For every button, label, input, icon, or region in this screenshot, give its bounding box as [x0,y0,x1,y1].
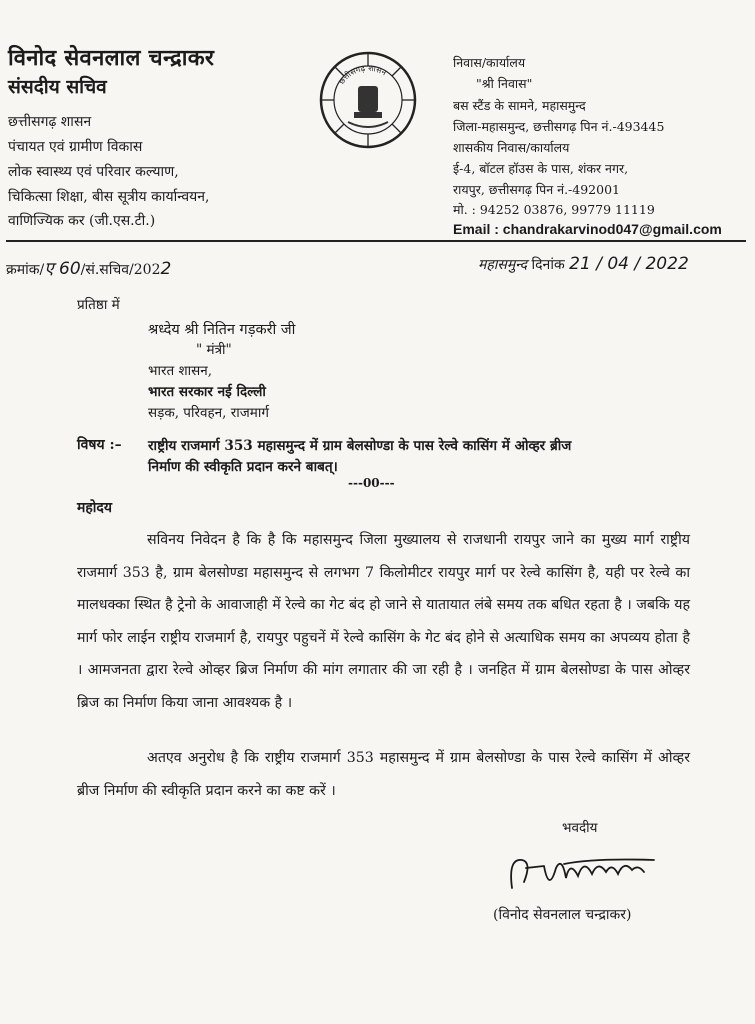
recipient-salutation: प्रतिष्ठा में [77,297,120,313]
date-handwritten: 21 / 04 / 2022 [569,254,689,274]
recipient-line: " मंत्री" [196,342,232,358]
address-line: बस स्टैंड के सामने, महासमुन्द [453,98,586,113]
address-line: "श्री निवास" [476,76,533,91]
sender-name: विनोद सेवनलाल चन्द्राकर [8,45,215,71]
department-line: छत्तीसगढ़ शासन [8,114,92,130]
sender-title: संसदीय सचिव [8,76,107,98]
valediction: भवदीय [562,820,598,836]
department-line: वाणिज्यिक कर (जी.एस.टी.) [8,213,156,229]
header-divider [6,240,746,242]
ref-suffix: /सं.सचिव/202 [80,262,161,278]
address-line: जिला-महासमुन्द, छत्तीसगढ़ पिन नं.-493445 [453,119,665,134]
date-label: दिनांक [531,257,565,273]
address-line: मो. : 94252 03876, 99779 11119 [453,202,655,217]
svg-text:छत्तीसगढ़ शासन [337,64,388,86]
place-handwritten: महासमुन्द [478,257,528,273]
address-line: शासकीय निवास/कार्यालय [453,140,570,155]
reference-number [6,256,171,279]
state-emblem-seal [318,50,418,150]
recipient-line: सड़क, परिवहन, राजमार्ग [148,405,269,421]
subject-line: राष्ट्रीय राजमार्ग 353 महासमुन्द में ग्राम बेलसोण्डा के पास रेल्वे कासिंग में ओव्हर ब्रीज [148,438,572,454]
signature [504,838,684,908]
ref-prefix: क्रमांक/ [6,262,45,278]
subject-separator: ---00--- [348,476,395,490]
address-line: निवास/कार्यालय [453,55,526,70]
subject-label: विषय :– [77,437,122,453]
ref-year-handwritten: 2 [160,259,172,279]
department-line: चिकित्सा शिक्षा, बीस सूत्रीय कार्यान्वयन, [8,189,210,205]
body-paragraph: सविनय निवेदन है कि है कि महासमुन्द जिला मुख्यालय से राजधानी रायपुर जाने का मुख्य मार्ग राष्ट्रीय राजमार्ग 353 है, ग्राम बेलसोण्डा महासमुन्द से लगभग 7 किलोमीटर रायपुर मार्ग पर रेल्वे कासिंग है, यही पर रेल्वे का मालधक्का स्थित है ट्रेनो के आवाजाही में रेल्वे का गेट बंद हो जाने से यातायात लंबे समय तक बधित रहता है । जबकि यह मार्ग फोर लाईन राष्ट्रीय राजमार्ग है, रायपुर पहुचनें में रेल्वे कासिंग के गेट बंद होने से अत्याधिक समय का अपव्यय होता है । आमजनता द्वारा रेल्वे ओव्हर ब्रिज निर्माण की मांग लगातार की जा रही है । जनहित में ग्राम बेलसोण्डा के पास ओव्हर ब्रिज का निर्माण किया जाना आवश्यक है । [77,532,690,711]
address-line: रायपुर, छत्तीसगढ़ पिन नं.-492001 [453,182,620,197]
greeting: महोदय [77,500,112,516]
body-paragraph: अतएव अनुरोध है कि राष्ट्रीय राजमार्ग 353 महासमुन्द में ग्राम बेलसोण्डा के पास रेल्वे कासिंग में ओव्हर ब्रीज निर्माण की स्वीकृति प्रदान करने का कष्ट करें । [77,750,690,799]
recipient-line: श्रध्देय श्री नितिन गड़करी जी [148,322,296,338]
signatory-name: (विनोद सेवनलाल चन्द्राकर) [493,907,632,923]
date-line [478,254,689,274]
subject-line: निर्माण की स्वीकृति प्रदान करने बाबत्। [148,459,338,475]
ref-handwritten: ए 60 [44,259,81,279]
recipient-line: भारत शासन, [148,363,213,379]
recipient-line: भारत सरकार नई दिल्ली [148,384,266,400]
department-line: पंचायत एवं ग्रामीण विकास [8,139,143,155]
address-line: ई-4, बॉटल हॉउस के पास, शंकर नगर, [453,161,629,176]
email-line: Email : chandrakarvinod047@gmail.com [453,221,722,237]
department-line: लोक स्वास्थ्य एवं परिवार कल्याण, [8,164,179,180]
emblem-text: छत्तीसगढ़ शासन [336,63,388,86]
